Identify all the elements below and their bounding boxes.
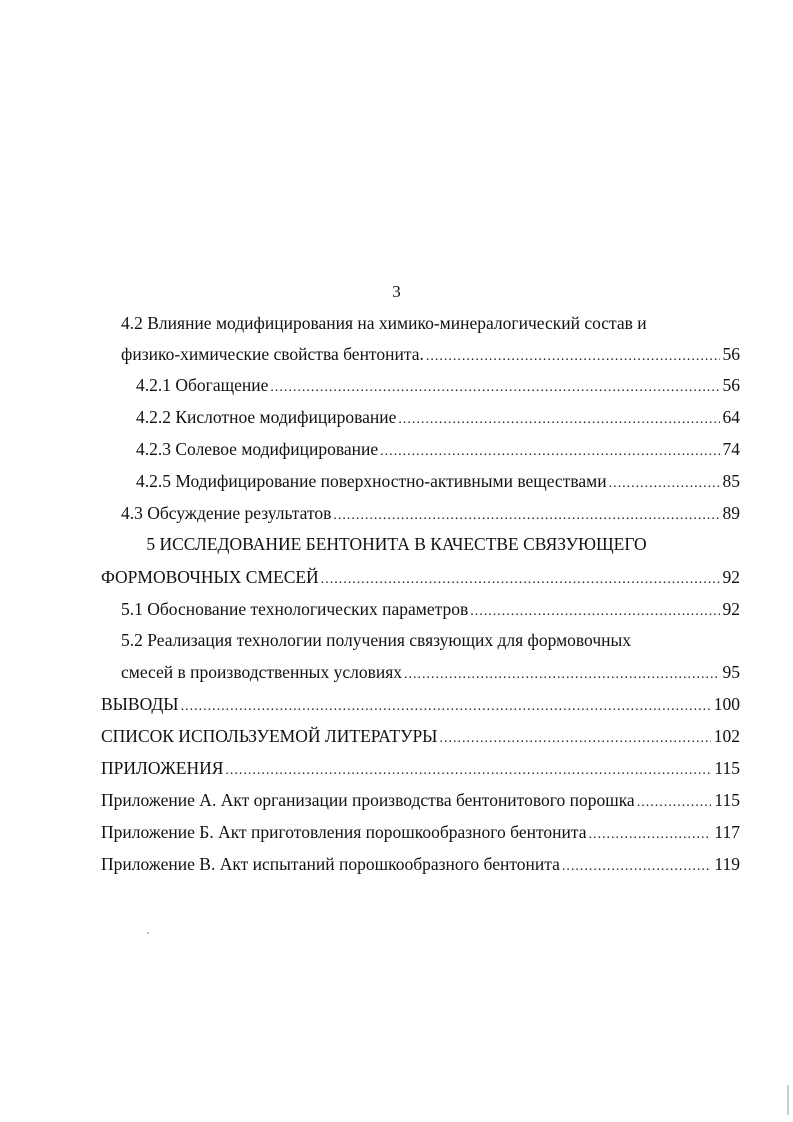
toc-leader-dots (404, 661, 720, 689)
toc-leader-dots (562, 853, 712, 881)
toc-entry-4-2-5[interactable] (136, 467, 740, 495)
toc-entry-4-2[interactable] (121, 340, 740, 368)
toc-leader-dots (439, 725, 710, 753)
toc-page-number: 56 (722, 344, 740, 364)
toc-page-number: 56 (722, 375, 740, 395)
toc-leader-dots (225, 757, 711, 785)
toc-page-number: 102 (713, 726, 740, 746)
toc-entry-4-2-3[interactable] (136, 435, 740, 463)
toc-page-number: 115 (714, 790, 740, 810)
toc-entry-text: СПИСОК ИСПОЛЬЗУЕМОЙ ЛИТЕРАТУРЫ (101, 726, 438, 746)
toc-entry-appendix-c[interactable] (101, 850, 740, 878)
toc-leader-dots (588, 821, 711, 849)
toc-entry-text: ПРИЛОЖЕНИЯ (101, 758, 224, 778)
toc-page-number: 74 (722, 439, 740, 459)
toc-leader-dots (321, 566, 720, 594)
scan-speck (147, 932, 149, 934)
toc-leader-dots (380, 438, 719, 466)
toc-entry-text: 4.2.3 Солевое модифицирование (136, 439, 379, 459)
toc-entry-5-line1: 5 ИССЛЕДОВАНИЕ БЕНТОНИТА В КАЧЕСТВЕ СВЯЗУЮЩЕГО (146, 534, 647, 554)
toc-entry-appendix-a[interactable] (101, 786, 740, 814)
toc-page-number: 115 (714, 758, 740, 778)
toc-leader-dots (333, 502, 719, 530)
toc-entry-5-1[interactable] (121, 595, 740, 623)
toc-entry-5[interactable] (101, 563, 740, 591)
toc-entry-text: ВЫВОДЫ (101, 694, 179, 714)
toc-page-number: 117 (714, 822, 740, 842)
toc-entry-references[interactable] (101, 722, 740, 750)
toc-leader-dots (609, 470, 720, 498)
toc-entry-appendix-b[interactable] (101, 818, 740, 846)
toc-leader-dots (398, 406, 719, 434)
toc-entry-4-2-2[interactable] (136, 403, 740, 431)
toc-page-number: 95 (722, 662, 740, 682)
toc-entry-appendices[interactable] (101, 754, 740, 782)
toc-entry-text: Приложение Б. Акт приготовления порошкообразного бентонита (101, 822, 587, 842)
toc-page-number: 100 (713, 694, 740, 714)
toc-entry-text: 4.3 Обсуждение результатов (121, 503, 332, 523)
toc-entry-text: 4.2.1 Обогащение (136, 375, 269, 395)
toc-entry-text: смесей в производственных условиях (121, 662, 402, 682)
toc-page-number: 64 (722, 407, 740, 427)
toc-entry-4-2-line1: 4.2 Влияние модифицирования на химико-минералогический состав и (121, 313, 647, 333)
toc-entry-text: Приложение А. Акт организации производства бентонитового порошка (101, 790, 635, 810)
toc-entry-text: 5.1 Обоснование технологических параметров (121, 599, 469, 619)
toc-entry-4-2-1[interactable] (136, 371, 740, 399)
toc-entry-4-3[interactable] (121, 499, 740, 527)
toc-page-number: 89 (722, 503, 740, 523)
toc-page-number: 85 (722, 471, 740, 491)
toc-entry-text: 4.2.2 Кислотное модифицирование (136, 407, 397, 427)
toc-leader-dots (637, 789, 712, 817)
toc-entry-conclusions[interactable] (101, 690, 740, 718)
toc-entry-text: физико-химические свойства бентонита. (121, 344, 424, 364)
page-number: 3 (392, 282, 401, 301)
toc-leader-dots (181, 693, 711, 721)
toc-entry-5-2[interactable] (121, 658, 740, 686)
toc-leader-dots (470, 598, 719, 626)
toc-page-number: 119 (714, 854, 740, 874)
toc-entry-5-2-line1: 5.2 Реализация технологии получения связующих для формовочных (121, 630, 632, 650)
toc-entry-text: ФОРМОВОЧНЫХ СМЕСЕЙ (101, 567, 319, 587)
toc-leader-dots (270, 374, 719, 402)
toc-leader-dots (426, 343, 720, 371)
toc-entry-text: Приложение В. Акт испытаний порошкообразного бентонита (101, 854, 560, 874)
scan-edge-mark (787, 1085, 789, 1115)
toc-page-number: 92 (722, 567, 740, 587)
toc-page-number: 92 (722, 599, 740, 619)
toc-entry-text: 4.2.5 Модифицирование поверхностно-активными веществами (136, 471, 607, 491)
